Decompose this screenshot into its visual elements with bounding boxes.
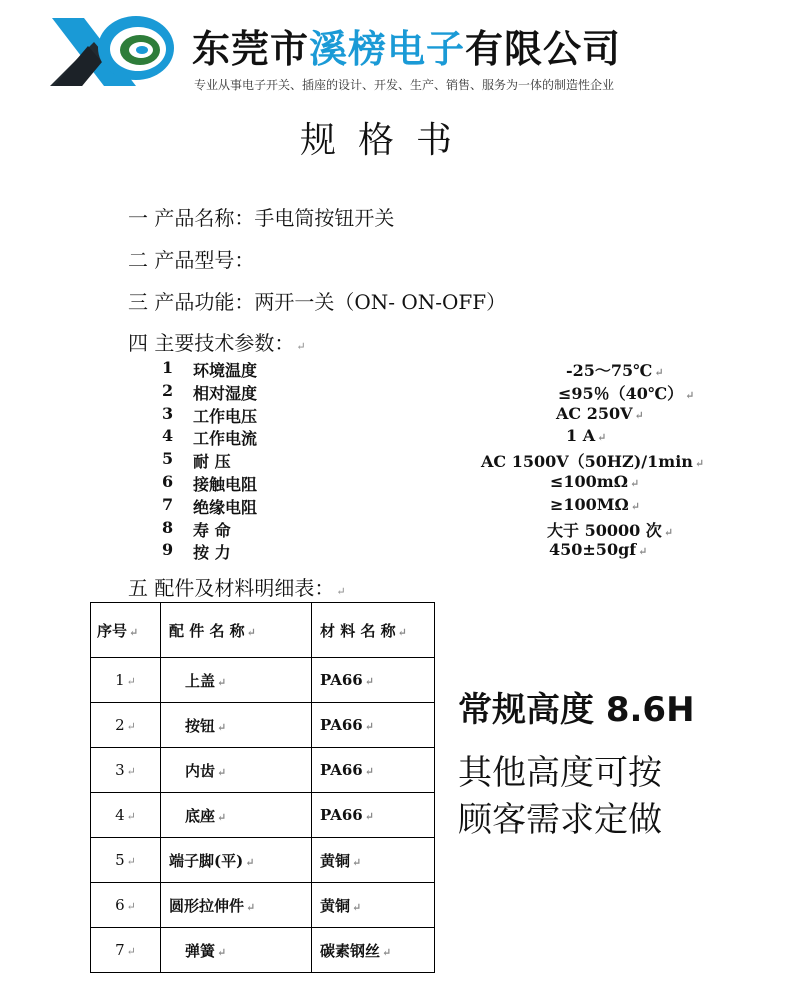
return-mark: ↵	[629, 477, 640, 490]
param-value	[481, 449, 704, 472]
parts-heading: 五 配件及材料明细表： ↵	[128, 576, 346, 600]
cell-no-text: 3	[115, 761, 125, 779]
cell-material	[312, 883, 435, 928]
param-value	[550, 495, 640, 514]
param-value-text: AC 250V	[556, 403, 633, 423]
return-mark: ↵	[364, 765, 374, 778]
cell-no	[91, 793, 161, 838]
cell-material	[312, 703, 435, 748]
return-mark: ↵	[217, 675, 227, 689]
cell-part-text: 底座	[185, 806, 216, 825]
cell-part	[161, 838, 312, 883]
return-mark: ↵	[246, 900, 256, 914]
cell-part	[161, 748, 312, 793]
param-number: 5	[162, 449, 174, 469]
param-name: 相对湿度	[193, 383, 258, 403]
company-logo	[44, 12, 176, 92]
cell-no-text: 1	[115, 671, 125, 689]
cell-part	[161, 658, 312, 703]
param-value-text: ≤95％（40℃）	[558, 383, 684, 403]
cell-material-text: PA66	[320, 671, 363, 689]
param-value	[549, 540, 647, 559]
cell-part	[161, 883, 312, 928]
product-function-line: 三 产品功能：两开一关（ON- ON-OFF）	[128, 290, 507, 314]
param-value	[566, 358, 664, 381]
cell-part-text: 按钮	[185, 716, 216, 735]
table-row	[91, 928, 435, 973]
cell-material	[312, 658, 435, 703]
return-mark: ↵	[397, 625, 407, 639]
product-name-line: 一 产品名称：手电筒按钮开关	[128, 206, 395, 230]
cell-no-text: 5	[115, 851, 125, 869]
return-mark: ↵	[129, 625, 139, 639]
param-number: 9	[162, 540, 174, 560]
table-row	[91, 838, 435, 883]
cell-part	[161, 793, 312, 838]
return-mark: ↵	[126, 900, 136, 913]
param-value-text: -25～75℃	[566, 361, 653, 380]
return-mark: ↵	[126, 720, 136, 733]
return-mark: ↵	[217, 720, 227, 734]
table-row	[91, 793, 435, 838]
cell-material-text: PA66	[320, 716, 363, 734]
param-number: 2	[162, 380, 174, 400]
cell-part	[161, 703, 312, 748]
header-cell-part-text: 配 件 名 称	[169, 621, 245, 640]
cell-no	[91, 838, 161, 883]
return-mark: ↵	[126, 810, 136, 823]
return-mark: ↵	[217, 810, 227, 824]
cell-no-text: 2	[115, 716, 125, 734]
return-mark: ↵	[246, 625, 256, 639]
table-row	[91, 748, 435, 793]
param-name: 寿 命	[193, 520, 231, 540]
return-mark: ↵	[694, 457, 705, 471]
cell-part-text: 上盖	[185, 671, 216, 690]
cell-no-text: 4	[115, 806, 125, 824]
cell-part-text: 弹簧	[185, 941, 216, 960]
param-name: 环境温度	[193, 361, 258, 380]
table-header-row	[91, 603, 435, 658]
param-name: 绝缘电阻	[193, 497, 258, 517]
return-mark: ↵	[654, 366, 664, 379]
param-name: 接触电阻	[193, 475, 258, 494]
table-row	[91, 703, 435, 748]
return-mark: ↵	[364, 720, 374, 733]
product-model-line: 二 产品型号：	[128, 248, 255, 272]
cell-part-text: 端子脚(平)	[169, 851, 244, 870]
param-value-text: 1 A	[566, 426, 596, 446]
cell-no	[91, 658, 161, 703]
cell-material-text: PA66	[320, 806, 363, 824]
param-number: 6	[162, 472, 174, 491]
params-heading: 四 主要技术参数： ↵	[128, 331, 306, 355]
cell-no	[91, 748, 161, 793]
param-value-text: 450±50gf	[549, 540, 637, 560]
param-value-text: 大于 50000 次	[547, 520, 662, 540]
header-cell-part	[161, 603, 312, 658]
param-number: 7	[162, 494, 174, 514]
table-row	[91, 658, 435, 703]
company-name: 东莞市溪榜电子有限公司	[192, 27, 622, 71]
return-mark: ↵	[685, 388, 695, 402]
param-number: 3	[162, 403, 174, 423]
header-cell-no-text: 序号	[97, 621, 128, 640]
table-row	[91, 883, 435, 928]
return-mark: ↵	[126, 945, 136, 958]
cell-part	[161, 928, 312, 973]
custom-height-note-1: 其他高度可按	[458, 753, 662, 793]
param-name: 工作电流	[193, 429, 258, 449]
cell-material	[312, 838, 435, 883]
return-mark: ↵	[663, 525, 674, 539]
param-value	[550, 472, 639, 491]
cell-material-text: 碳素钢丝	[320, 941, 381, 960]
param-name: 按 力	[193, 543, 231, 563]
param-value	[547, 518, 673, 541]
company-slogan: 专业从事电子开关、插座的设计、开发、生产、销售、服务为一体的制造性企业	[194, 78, 615, 92]
param-name: 工作电压	[193, 406, 258, 426]
return-mark: ↵	[296, 340, 306, 353]
return-mark: ↵	[630, 499, 640, 513]
cell-part-text: 内齿	[185, 761, 216, 780]
return-mark: ↵	[126, 855, 136, 868]
return-mark: ↵	[217, 765, 227, 779]
document-title: 规格书	[300, 120, 475, 161]
param-number: 4	[162, 426, 174, 446]
return-mark: ↵	[364, 675, 374, 688]
param-value	[558, 381, 694, 404]
param-value-text: ≤100mΩ	[550, 472, 628, 491]
return-mark: ↵	[336, 585, 346, 598]
header-cell-material-text: 材 料 名 称	[320, 621, 396, 640]
cell-material-text: 黄铜	[320, 851, 351, 870]
parts-material-table	[90, 602, 435, 973]
return-mark: ↵	[634, 408, 644, 422]
return-mark: ↵	[638, 545, 648, 559]
cell-material	[312, 793, 435, 838]
param-number: 8	[162, 517, 174, 537]
return-mark: ↵	[382, 945, 392, 959]
return-mark: ↵	[352, 900, 362, 914]
header-cell-no	[91, 603, 161, 658]
return-mark: ↵	[126, 675, 136, 688]
return-mark: ↵	[217, 945, 227, 959]
cell-no-text: 7	[115, 941, 125, 959]
param-value	[556, 404, 644, 423]
cell-material-text: 黄铜	[320, 896, 351, 915]
cell-no	[91, 928, 161, 973]
header-cell-material	[312, 603, 435, 658]
param-name: 耐 压	[193, 452, 231, 472]
cell-material	[312, 748, 435, 793]
cell-material	[312, 928, 435, 973]
cell-no	[91, 703, 161, 748]
param-value-text: AC 1500V（50HZ)/1min	[481, 452, 693, 472]
cell-no	[91, 883, 161, 928]
return-mark: ↵	[352, 855, 362, 869]
cell-no-text: 6	[115, 896, 125, 914]
cell-material-text: PA66	[320, 761, 363, 779]
cell-part-text: 圆形拉伸件	[169, 896, 245, 915]
return-mark: ↵	[364, 810, 374, 823]
param-value-text: ≥100MΩ	[550, 494, 629, 514]
return-mark: ↵	[245, 855, 255, 869]
return-mark: ↵	[126, 765, 136, 778]
custom-height-note-2: 顾客需求定做	[458, 800, 662, 840]
return-mark: ↵	[597, 431, 607, 445]
standard-height-note: 常规高度 8.6H	[458, 690, 695, 730]
param-number: 1	[162, 358, 174, 377]
param-value	[566, 426, 606, 445]
